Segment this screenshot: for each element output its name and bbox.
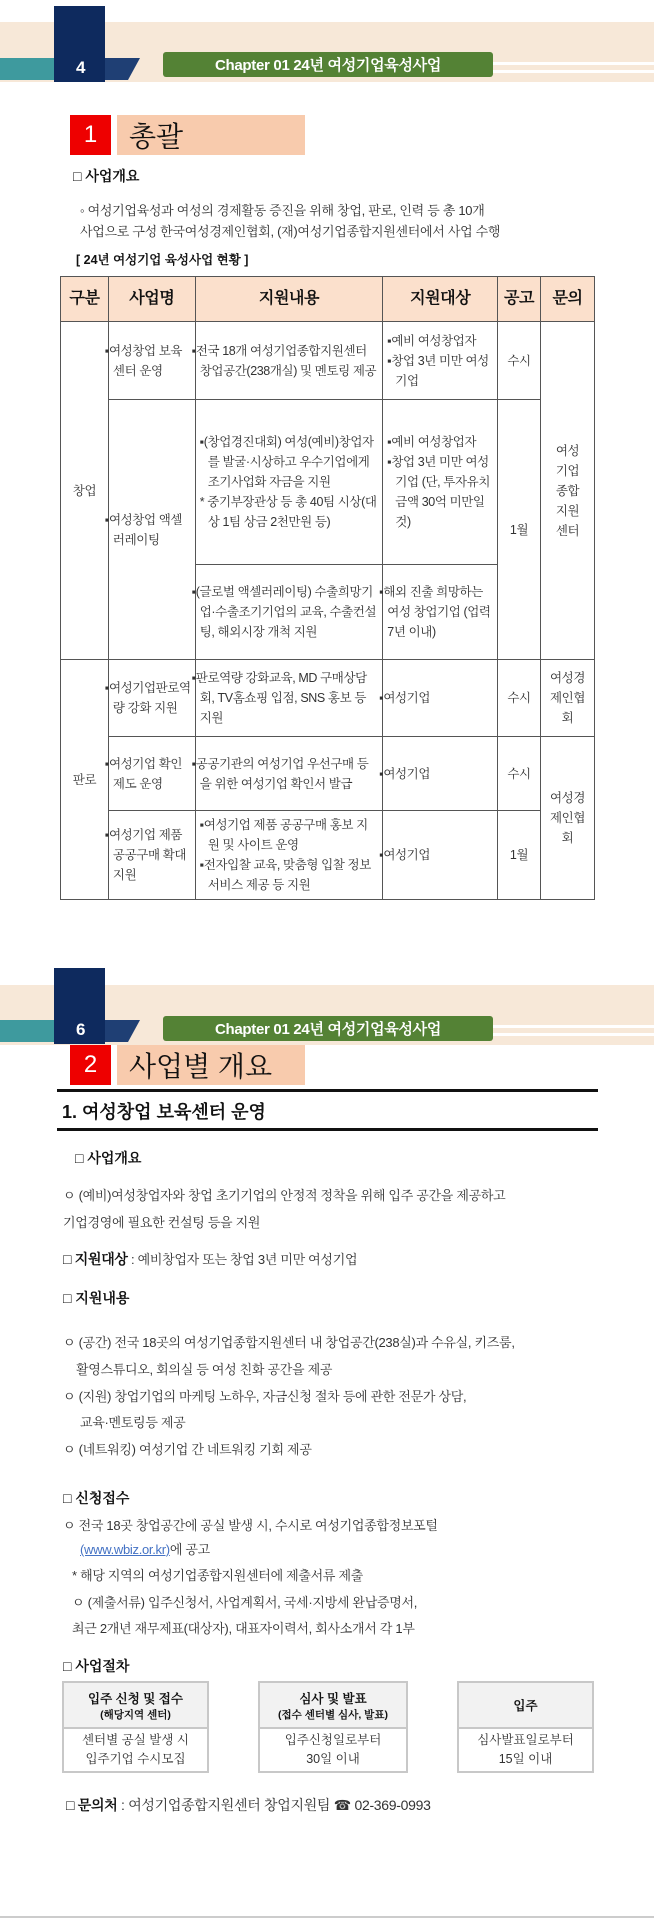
target-row	[63, 1249, 357, 1269]
target-item: ▪창업 3년 미만 여성기업 (단, 투자유치금액 30억 미만일 것)	[387, 455, 491, 529]
section-title: 사업별 개요	[117, 1045, 305, 1085]
process-step-body: 센터별 공실 발생 시	[81, 1733, 190, 1747]
content-cell: ▪(글로벌 액셀러레이팅) 수출희망기업·수출조기기업의 교육, 수출컨설팅, 해외시장 개척 지원	[195, 565, 383, 660]
content-item: ▪전자입찰 교육, 맞춤형 입찰 정보서비스 제공 등 지원	[199, 858, 371, 892]
contact-row	[66, 1795, 431, 1815]
col-header: 구분	[61, 277, 109, 322]
target-cell	[383, 400, 498, 565]
name-cell: ▪여성기업 확인제도 운영	[108, 737, 195, 811]
table-row	[61, 400, 595, 565]
process-step-title: 입주 신청 및 접수	[88, 1691, 183, 1706]
apply-line: ㅇ 전국 18곳 창업공간에 공실 발생 시, 수시로 여성기업종합정보포털	[63, 1518, 438, 1533]
content-item: ▪(창업경진대회) 여성(예비)창업자를 발굴·시상하고 우수기업에게 조기사업화 자금을 지원	[199, 435, 374, 489]
process-step	[62, 1681, 209, 1773]
apply-link-suffix: 에 공고	[169, 1542, 210, 1557]
support-line: 교육·멘토링등 제공	[80, 1415, 186, 1430]
page-bottom-border	[0, 1916, 654, 1918]
support-line: ㅇ (네트워킹) 여성기업 간 네트워킹 기회 제공	[63, 1442, 312, 1457]
content-item: * 중기부장관상 등 총 40팀 시상(대상 1팀 상금 2천만원 등)	[199, 495, 377, 529]
overview-line: ㅇ (예비)여성창업자와 창업 초기기업의 안정적 정착을 위해 입주 공간을 제공하고	[63, 1188, 506, 1203]
target-item: ▪예비 여성창업자	[387, 333, 477, 348]
target-cell: ▪해외 진출 희망하는 여성 창업기업 (업력 7년 이내)	[383, 565, 498, 660]
col-header: 공고	[498, 277, 541, 322]
col-header: 문의	[541, 277, 595, 322]
name-cell: ▪여성창업 보육센터 운영	[108, 322, 195, 400]
target-label: □ 지원대상	[63, 1251, 128, 1267]
table-row	[61, 737, 595, 811]
name-cell: ▪여성기업 제품 공공구매 확대지원	[108, 811, 195, 900]
notice-cell: 수시	[498, 322, 541, 400]
apply-docs-line: ㅇ (제출서류) 입주신청서, 사업계획서, 국세·지방세 완납증명서,	[72, 1595, 418, 1610]
content-item: ▪여성기업 제품 공공구매 홍보 지원 및 사이트 운영	[199, 818, 368, 852]
table-caption: [ 24년 여성기업 육성사업 현황 ]	[76, 253, 249, 267]
process-step	[258, 1681, 408, 1773]
col-header: 지원대상	[383, 277, 498, 322]
process-step-body: 30일 이내	[306, 1752, 360, 1766]
process-step-title: 입주	[513, 1699, 538, 1713]
target-text: : 예비창업자 또는 창업 3년 미만 여성기업	[127, 1252, 358, 1267]
table-row	[61, 811, 595, 900]
overview-line: ◦ 여성기업육성과 여성의 경제활동 증진을 위해 창업, 판로, 인력 등 총 10개	[80, 203, 485, 218]
target-item: ▪예비 여성창업자	[387, 435, 477, 449]
contact-text: : 여성기업종합지원센터 창업지원팀	[117, 1797, 334, 1813]
content-cell: ▪공공기관의 여성기업 우선구매 등을 위한 여성기업 확인서 발급	[195, 737, 383, 811]
header-teal-bar	[0, 58, 60, 80]
col-header: 지원내용	[195, 277, 383, 322]
contact-cell: 여성경제인협회	[541, 660, 595, 737]
program-table	[60, 276, 595, 900]
apply-link-line	[80, 1539, 210, 1558]
page-number: 6	[54, 968, 105, 1044]
overview-heading: □ 사업개요	[75, 1150, 142, 1166]
notice-cell: 수시	[498, 660, 541, 737]
program-subtitle: 1. 여성창업 보육센터 운영	[62, 1102, 266, 1122]
target-cell	[383, 322, 498, 400]
divider	[57, 1089, 598, 1092]
table-row	[61, 322, 595, 400]
table-header-row	[61, 277, 595, 322]
apply-note: * 해당 지역의 여성기업종합지원센터에 제출서류 제출	[72, 1568, 363, 1583]
contact-cell: 여성경제인협회	[541, 737, 595, 900]
contact-phone: 02-369-0993	[354, 1797, 431, 1813]
section-number: 2	[70, 1045, 111, 1085]
phone-icon: ☎	[333, 1797, 351, 1813]
notice-cell: 1월	[498, 400, 541, 660]
apply-docs-line: 최근 2개년 재무제표(대상자), 대표자이력서, 회사소개서 각 1부	[72, 1621, 415, 1636]
target-item: ▪창업 3년 미만 여성기업	[387, 353, 489, 388]
process-step-sub: (접수 센터별 심사, 발표)	[278, 1708, 388, 1721]
support-heading: □ 지원내용	[63, 1290, 130, 1306]
notice-cell: 수시	[498, 737, 541, 811]
content-cell	[195, 400, 383, 565]
name-cell: ▪여성기업판로역량 강화 지원	[108, 660, 195, 737]
overview-heading: □ 사업개요	[73, 168, 140, 184]
chapter-label: Chapter 01 24년 여성기업육성사업	[163, 1016, 493, 1041]
notice-cell: 1월	[498, 811, 541, 900]
support-line: ㅇ (지원) 창업기업의 마케팅 노하우, 자금신청 절차 등에 관한 전문가 상담,	[63, 1389, 467, 1404]
process-step-body: 심사발표일로부터	[477, 1733, 574, 1747]
apply-heading: □ 신청접수	[63, 1490, 130, 1506]
process-step-body: 15일 이내	[498, 1752, 553, 1766]
process-step	[457, 1681, 594, 1773]
support-line: 활영스튜디오, 회의실 등 여성 친화 공간을 제공	[76, 1362, 333, 1377]
header-teal-bar	[0, 1020, 60, 1042]
overview-line: 사업으로 구성 한국여성경제인협회, (재)여성기업종합지원센터에서 사업 수행	[80, 224, 501, 239]
support-line: ㅇ (공간) 전국 18곳의 여성기업종합지원센터 내 창업공간(238실)과 수유실, 키즈룸,	[63, 1335, 515, 1350]
group-cell: 판로	[61, 660, 109, 900]
process-step-sub: (해당지역 센터)	[100, 1708, 171, 1721]
page-number: 4	[54, 6, 105, 82]
process-step-body: 입주기업 수시모집	[85, 1752, 186, 1766]
target-cell: ▪여성기업	[383, 660, 498, 737]
col-header: 사업명	[108, 277, 195, 322]
target-cell: ▪여성기업	[383, 737, 498, 811]
contact-cell: 여성기업종합지원센터	[541, 322, 595, 660]
process-step-title: 심사 및 발표	[299, 1691, 367, 1706]
portal-link[interactable]: (www.wbiz.or.kr)	[80, 1542, 170, 1557]
overview-line: 기업경영에 필요한 컨설팅 등을 지원	[63, 1215, 261, 1230]
process-heading: □ 사업절차	[63, 1658, 130, 1674]
contact-label: □ 문의처	[66, 1797, 118, 1813]
target-cell: ▪여성기업	[383, 811, 498, 900]
content-cell	[195, 811, 383, 900]
process-step-body: 입주신청일로부터	[284, 1733, 382, 1747]
content-cell: ▪전국 18개 여성기업종합지원센터 창업공간(238개실) 및 멘토링 제공	[195, 322, 383, 400]
divider	[57, 1128, 598, 1131]
section-number: 1	[70, 115, 111, 155]
name-cell: ▪여성창업 액셀러레이팅	[108, 400, 195, 660]
section-title: 총괄	[117, 115, 305, 155]
content-cell: ▪판로역량 강화교육, MD 구매상담회, TV홈쇼핑 입점, SNS 홍보 등 지원	[195, 660, 383, 737]
group-cell: 창업	[61, 322, 109, 660]
table-row	[61, 660, 595, 737]
chapter-label: Chapter 01 24년 여성기업육성사업	[163, 52, 493, 77]
